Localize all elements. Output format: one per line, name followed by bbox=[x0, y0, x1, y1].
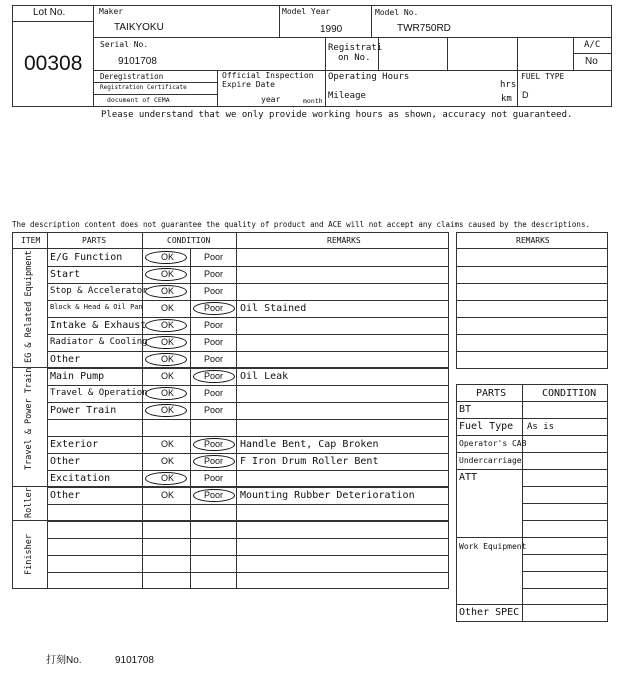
row-remark: Oil Leak bbox=[240, 371, 289, 382]
group-eg-related: EG & Related Equipment bbox=[24, 250, 34, 363]
maker-value: TAIKYOKU bbox=[114, 22, 164, 33]
condition-poor: Poor bbox=[204, 490, 224, 500]
part-name: Other bbox=[50, 456, 81, 467]
right-work-equipment: Work Equipment bbox=[459, 542, 527, 551]
group-finisher: Finisher bbox=[24, 534, 34, 575]
ok-circle-mark bbox=[145, 387, 187, 400]
poor-circle-mark bbox=[193, 455, 235, 468]
serial-no-value: 9101708 bbox=[118, 56, 157, 67]
part-name: Other bbox=[50, 490, 81, 501]
part-name: E/G Function bbox=[50, 252, 123, 263]
poor-circle-mark bbox=[193, 489, 235, 502]
model-year-value: 1990 bbox=[320, 24, 343, 35]
row-remark: Oil Stained bbox=[240, 303, 307, 314]
row-remark: Handle Bent, Cap Broken bbox=[240, 439, 379, 450]
col-item: ITEM bbox=[21, 236, 41, 245]
right-fuel-type: Fuel Type bbox=[459, 421, 514, 432]
part-name: Start bbox=[50, 269, 81, 280]
col-condition: CONDITION bbox=[167, 236, 211, 245]
maker-label: Maker bbox=[99, 7, 124, 16]
condition-poor: Poor bbox=[204, 456, 224, 466]
condition-poor: Poor bbox=[204, 405, 224, 415]
condition-ok: OK bbox=[161, 354, 175, 364]
notice-text: Please understand that we only provide working hours as shown, accuracy not guaranteed. bbox=[101, 110, 573, 120]
ac-label: A/C bbox=[584, 40, 601, 50]
condition-poor: Poor bbox=[204, 286, 224, 296]
group-roller: Roller bbox=[24, 487, 34, 518]
ok-circle-mark bbox=[145, 404, 187, 417]
ok-circle-mark bbox=[145, 251, 187, 264]
ok-circle-mark bbox=[145, 472, 187, 485]
part-name: Excitation bbox=[50, 473, 111, 484]
condition-ok: OK bbox=[161, 405, 175, 415]
condition-ok: OK bbox=[161, 337, 175, 347]
fuel-type-value: D bbox=[522, 90, 529, 100]
right-condition-label: CONDITION bbox=[542, 388, 597, 399]
right-att: ATT bbox=[459, 472, 478, 483]
right-operator-cab: Operator's CAB bbox=[459, 439, 527, 448]
col-remarks: REMARKS bbox=[327, 236, 361, 245]
model-year-label: Model Year bbox=[282, 7, 331, 16]
condition-poor: Poor bbox=[204, 439, 224, 449]
ok-circle-mark bbox=[145, 353, 187, 366]
condition-poor: Poor bbox=[204, 252, 224, 262]
right-other-spec: Other SPEC bbox=[459, 607, 520, 618]
right-undercarriage: Undercarriage bbox=[459, 456, 522, 465]
col-parts: PARTS bbox=[82, 236, 107, 245]
year-label: year bbox=[261, 95, 281, 104]
lot-no-label: Lot No. bbox=[33, 7, 66, 18]
condition-ok: OK bbox=[161, 371, 175, 381]
ok-circle-mark bbox=[145, 319, 187, 332]
inspection-label-1: Official Inspection bbox=[222, 71, 314, 80]
right-parts-label: PARTS bbox=[476, 388, 507, 399]
hrs-label: hrs bbox=[500, 80, 517, 90]
part-name: Main Pump bbox=[50, 371, 105, 382]
registration-label-1: Registrati bbox=[328, 43, 383, 53]
condition-ok: OK bbox=[161, 439, 175, 449]
right-fuel-type-value: As is bbox=[527, 422, 555, 432]
deregistration-label: Deregistration bbox=[100, 72, 164, 81]
condition-ok: OK bbox=[161, 473, 175, 483]
part-name: Intake & Exhaust bbox=[50, 320, 147, 331]
condition-poor: Poor bbox=[204, 371, 224, 381]
condition-poor: Poor bbox=[204, 320, 224, 330]
mileage-label: Mileage bbox=[328, 91, 366, 101]
condition-poor: Poor bbox=[204, 303, 224, 313]
model-no-label: Model No. bbox=[375, 8, 419, 17]
condition-ok: OK bbox=[161, 252, 175, 262]
month-label: month bbox=[303, 97, 323, 105]
right-bt: BT bbox=[459, 404, 472, 415]
right-remarks-label: REMARKS bbox=[516, 236, 550, 245]
serial-no-label: Serial No. bbox=[100, 40, 149, 49]
registration-certificate-label: Registration Certificate bbox=[100, 84, 187, 91]
group-travel-power: Travel & Power Train bbox=[24, 367, 34, 470]
km-label: km bbox=[501, 94, 512, 104]
ok-circle-mark bbox=[145, 336, 187, 349]
condition-ok: OK bbox=[161, 456, 175, 466]
part-name: Stop & Accelerator bbox=[50, 286, 148, 296]
part-name: Power Train bbox=[50, 405, 117, 416]
ac-value: No bbox=[585, 56, 598, 67]
part-name: Travel & Operation bbox=[50, 388, 148, 398]
stamp-label: 打刻No. bbox=[46, 655, 82, 666]
condition-ok: OK bbox=[161, 320, 175, 330]
registration-label-2: on No. bbox=[338, 53, 371, 63]
inspection-label-2: Expire Date bbox=[222, 80, 275, 89]
condition-poor: Poor bbox=[204, 337, 224, 347]
part-name: Other bbox=[50, 354, 81, 365]
condition-poor: Poor bbox=[204, 388, 224, 398]
condition-poor: Poor bbox=[204, 473, 224, 483]
part-name: Radiator & Cooling bbox=[50, 337, 148, 347]
document-cema-label: document of CEMA bbox=[107, 96, 170, 104]
row-remark: F Iron Drum Roller Bent bbox=[240, 456, 379, 467]
stamp-value: 9101708 bbox=[115, 655, 154, 666]
condition-poor: Poor bbox=[204, 354, 224, 364]
condition-ok: OK bbox=[161, 388, 175, 398]
operating-hours-label: Operating Hours bbox=[328, 72, 410, 82]
ok-circle-mark bbox=[145, 268, 187, 281]
condition-poor: Poor bbox=[204, 269, 224, 279]
lot-no-value: 00308 bbox=[24, 52, 83, 75]
poor-circle-mark bbox=[193, 370, 235, 383]
ok-circle-mark bbox=[145, 285, 187, 298]
condition-ok: OK bbox=[161, 286, 175, 296]
poor-circle-mark bbox=[193, 438, 235, 451]
poor-circle-mark bbox=[193, 302, 235, 315]
part-name: Exterior bbox=[50, 439, 99, 450]
part-name: Block & Head & Oil Pan bbox=[50, 303, 143, 311]
condition-ok: OK bbox=[161, 490, 175, 500]
fuel-type-label: FUEL TYPE bbox=[521, 72, 565, 81]
disclaimer-text: The description content does not guarantee the quality of product and ACE will not accept any claims caused by the descriptions. bbox=[12, 220, 590, 229]
condition-ok: OK bbox=[161, 303, 175, 313]
model-no-value: TWR750RD bbox=[397, 23, 451, 34]
condition-ok: OK bbox=[161, 269, 175, 279]
row-remark: Mounting Rubber Deterioration bbox=[240, 490, 415, 501]
